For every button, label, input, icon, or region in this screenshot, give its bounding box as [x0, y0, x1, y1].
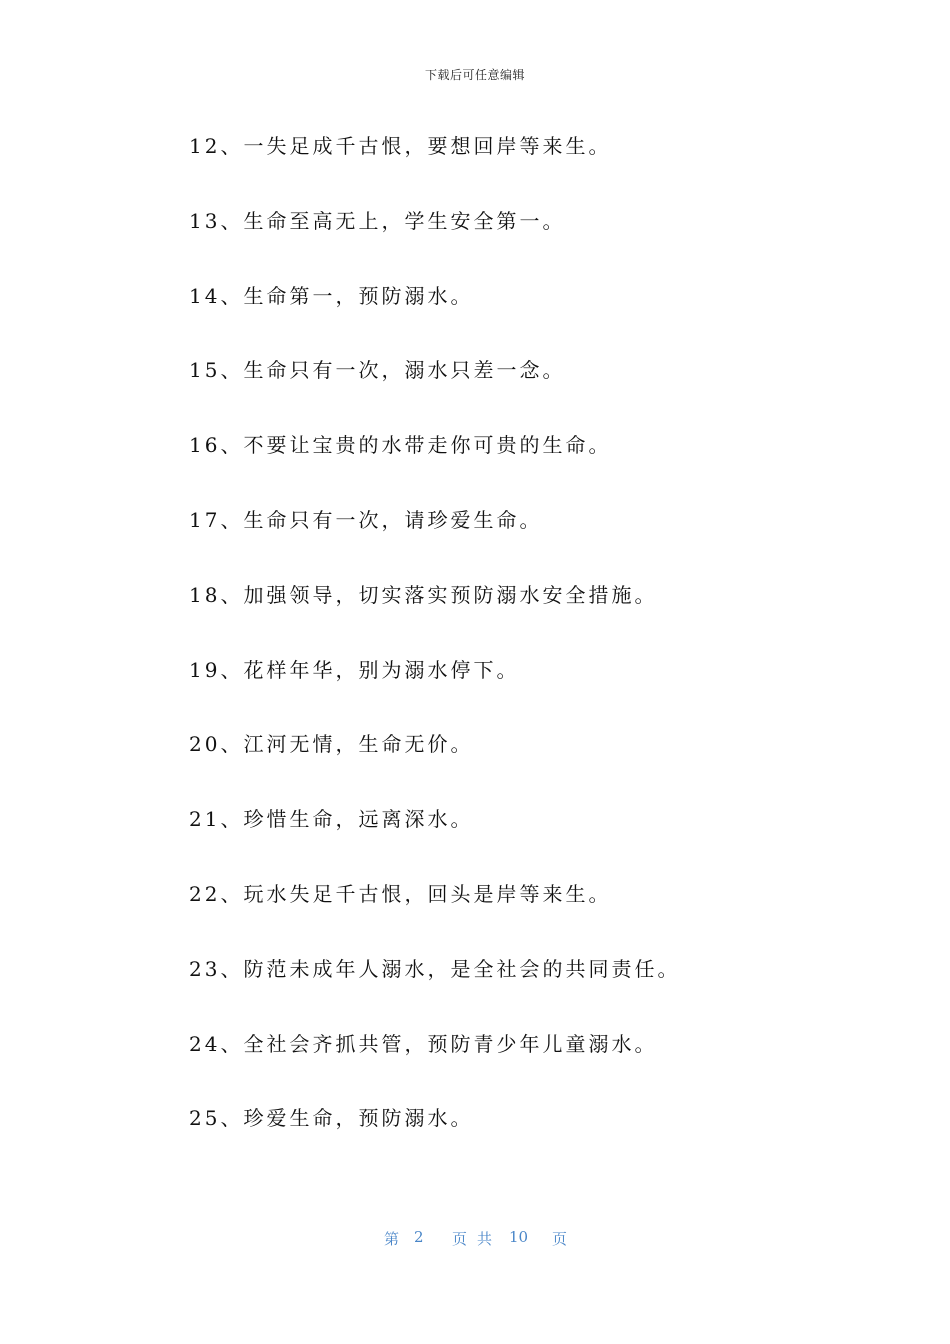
list-item: 20、江河无情，生命无价。: [189, 732, 474, 757]
list-item: 24、全社会齐抓共管，预防青少年儿童溺水。: [189, 1031, 658, 1056]
list-item: 15、生命只有一次，溺水只差一念。: [189, 358, 566, 383]
list-item: 22、玩水失足千古恨，回头是岸等来生。: [189, 881, 612, 906]
list-item: 13、生命至高无上，学生安全第一。: [189, 208, 566, 233]
list-item: 25、珍爱生命，预防溺水。: [189, 1106, 474, 1131]
list-item: 16、不要让宝贵的水带走你可贵的生命。: [189, 433, 612, 458]
current-page-number: 2: [414, 1228, 424, 1246]
list-item: 21、珍惜生命，远离深水。: [189, 807, 474, 832]
list-item: 12、一失足成千古恨，要想回岸等来生。: [189, 134, 612, 158]
footer-gong-label: 共: [477, 1230, 493, 1248]
list-item: 17、生命只有一次，请珍爱生命。: [189, 507, 543, 532]
slogan-list: [189, 131, 889, 1178]
page-header: 下载后可任意编辑: [424, 68, 525, 82]
footer-ye2-label: 页: [552, 1230, 568, 1248]
footer-di-label: 第: [384, 1230, 400, 1248]
list-item: 18、加强领导，切实落实预防溺水安全措施。: [189, 582, 658, 607]
list-item: 23、防范未成年人溺水，是全社会的共同责任。: [189, 956, 681, 981]
list-item: 19、花样年华，别为溺水停下。: [189, 657, 520, 682]
footer-ye-label: 页: [452, 1230, 468, 1248]
list-item: 14、生命第一，预防溺水。: [189, 283, 474, 308]
total-pages-number: 10: [509, 1228, 529, 1246]
